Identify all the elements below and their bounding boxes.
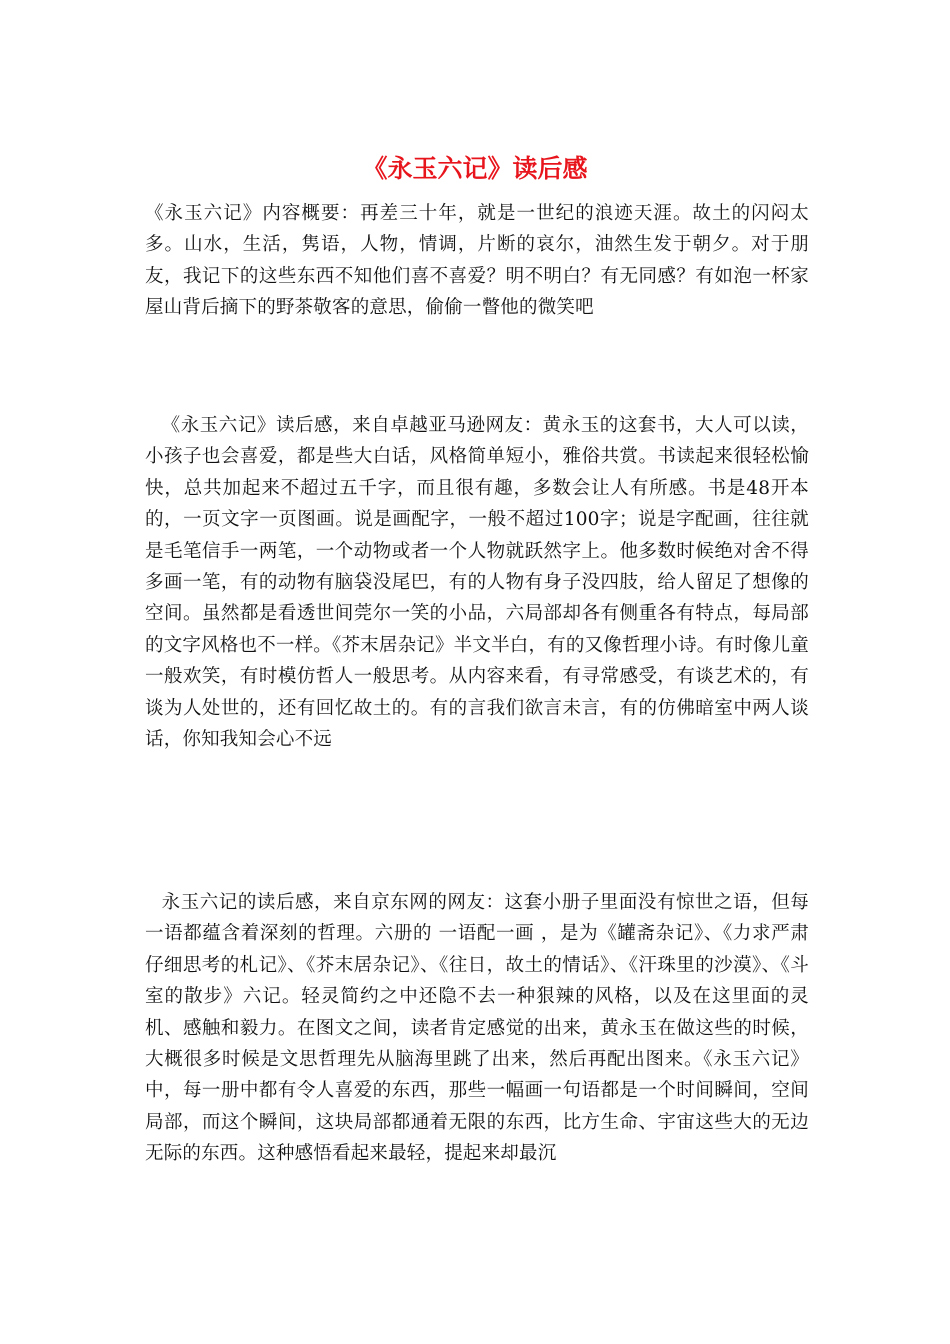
paragraph-jd-review: 永玉六记的读后感，来自京东网的网友：这套小册子里面没有惊世之语，但每一语都蕴含着深刻的哲理。六册的 一语配一画 ，是为《罐斋杂记》、《力求严肃仔细思考的札记》、《芥末居杂记》、《往日，故土的情话》、《汗珠里的沙漠》、《斗室的散步》六记。轻灵简约之中还隐不去一种狠辣的风格，以及在这里面的灵机、感触和毅力。在图文之间，读者肯定感觉的出来，黄永玉在做这些的时候，大概很多时候是文思哲理先从脑海里跳了出来，然后再配出图来。《永玉六记》中，每一册中都有令人喜爱的东西，那些一幅画一句语都是一个时间瞬间，空间局部，而这个瞬间，这块局部都通着无限的东西，比方生命、宇宙这些大的无边无际的东西。这种感悟看起来最轻，提起来却最沉 [145, 892, 809, 1165]
paragraph-amazon-review: 《永玉六记》读后感，来自卓越亚马逊网友：黄永玉的这套书，大人可以读，小孩子也会喜爱，都是些大白话，风格简单短小，雅俗共赏。书读起来很轻松愉快，总共加起来不超过五千字，而且很有趣，多数会让人有所感。书是48开本的，一页文字一页图画。说是画配字，一般不超过100字；说是字配画，往往就是毛笔信手一两笔，一个动物或者一个人物就跃然字上。他多数时候绝对舍不得多画一笔，有的动物有脑袋没尾巴，有的人物有身子没四肢，给人留足了想像的空间。虽然都是看透世间莞尔一笑的小品，六局部却各有侧重各有特点，每局部的文字风格也不一样。《芥末居杂记》半文半白，有的又像哲理小诗。有时像儿童一般欢笑，有时模仿哲人一般思考。从内容来看，有寻常感受，有谈艺术的，有谈为人处世的，还有回忆故土的。有的言我们欲言未言，有的仿佛暗室中两人谈话，你知我知会心不远 [145, 415, 809, 751]
document-title: 《永玉六记》读后感 [362, 154, 588, 183]
paragraph-summary: 《永玉六记》内容概要：再差三十年，就是一世纪的浪迹天涯。故土的闪闷太多。山水，生活，隽语，人物，情调，片断的哀尔，油然生发于朝夕。对于朋友，我记下的这些东西不知他们喜不喜爱？明不明白？有无同感？有如泡一杯家屋山背后摘下的野茶敬客的意思，偷偷一瞥他的微笑吧 [145, 203, 809, 319]
